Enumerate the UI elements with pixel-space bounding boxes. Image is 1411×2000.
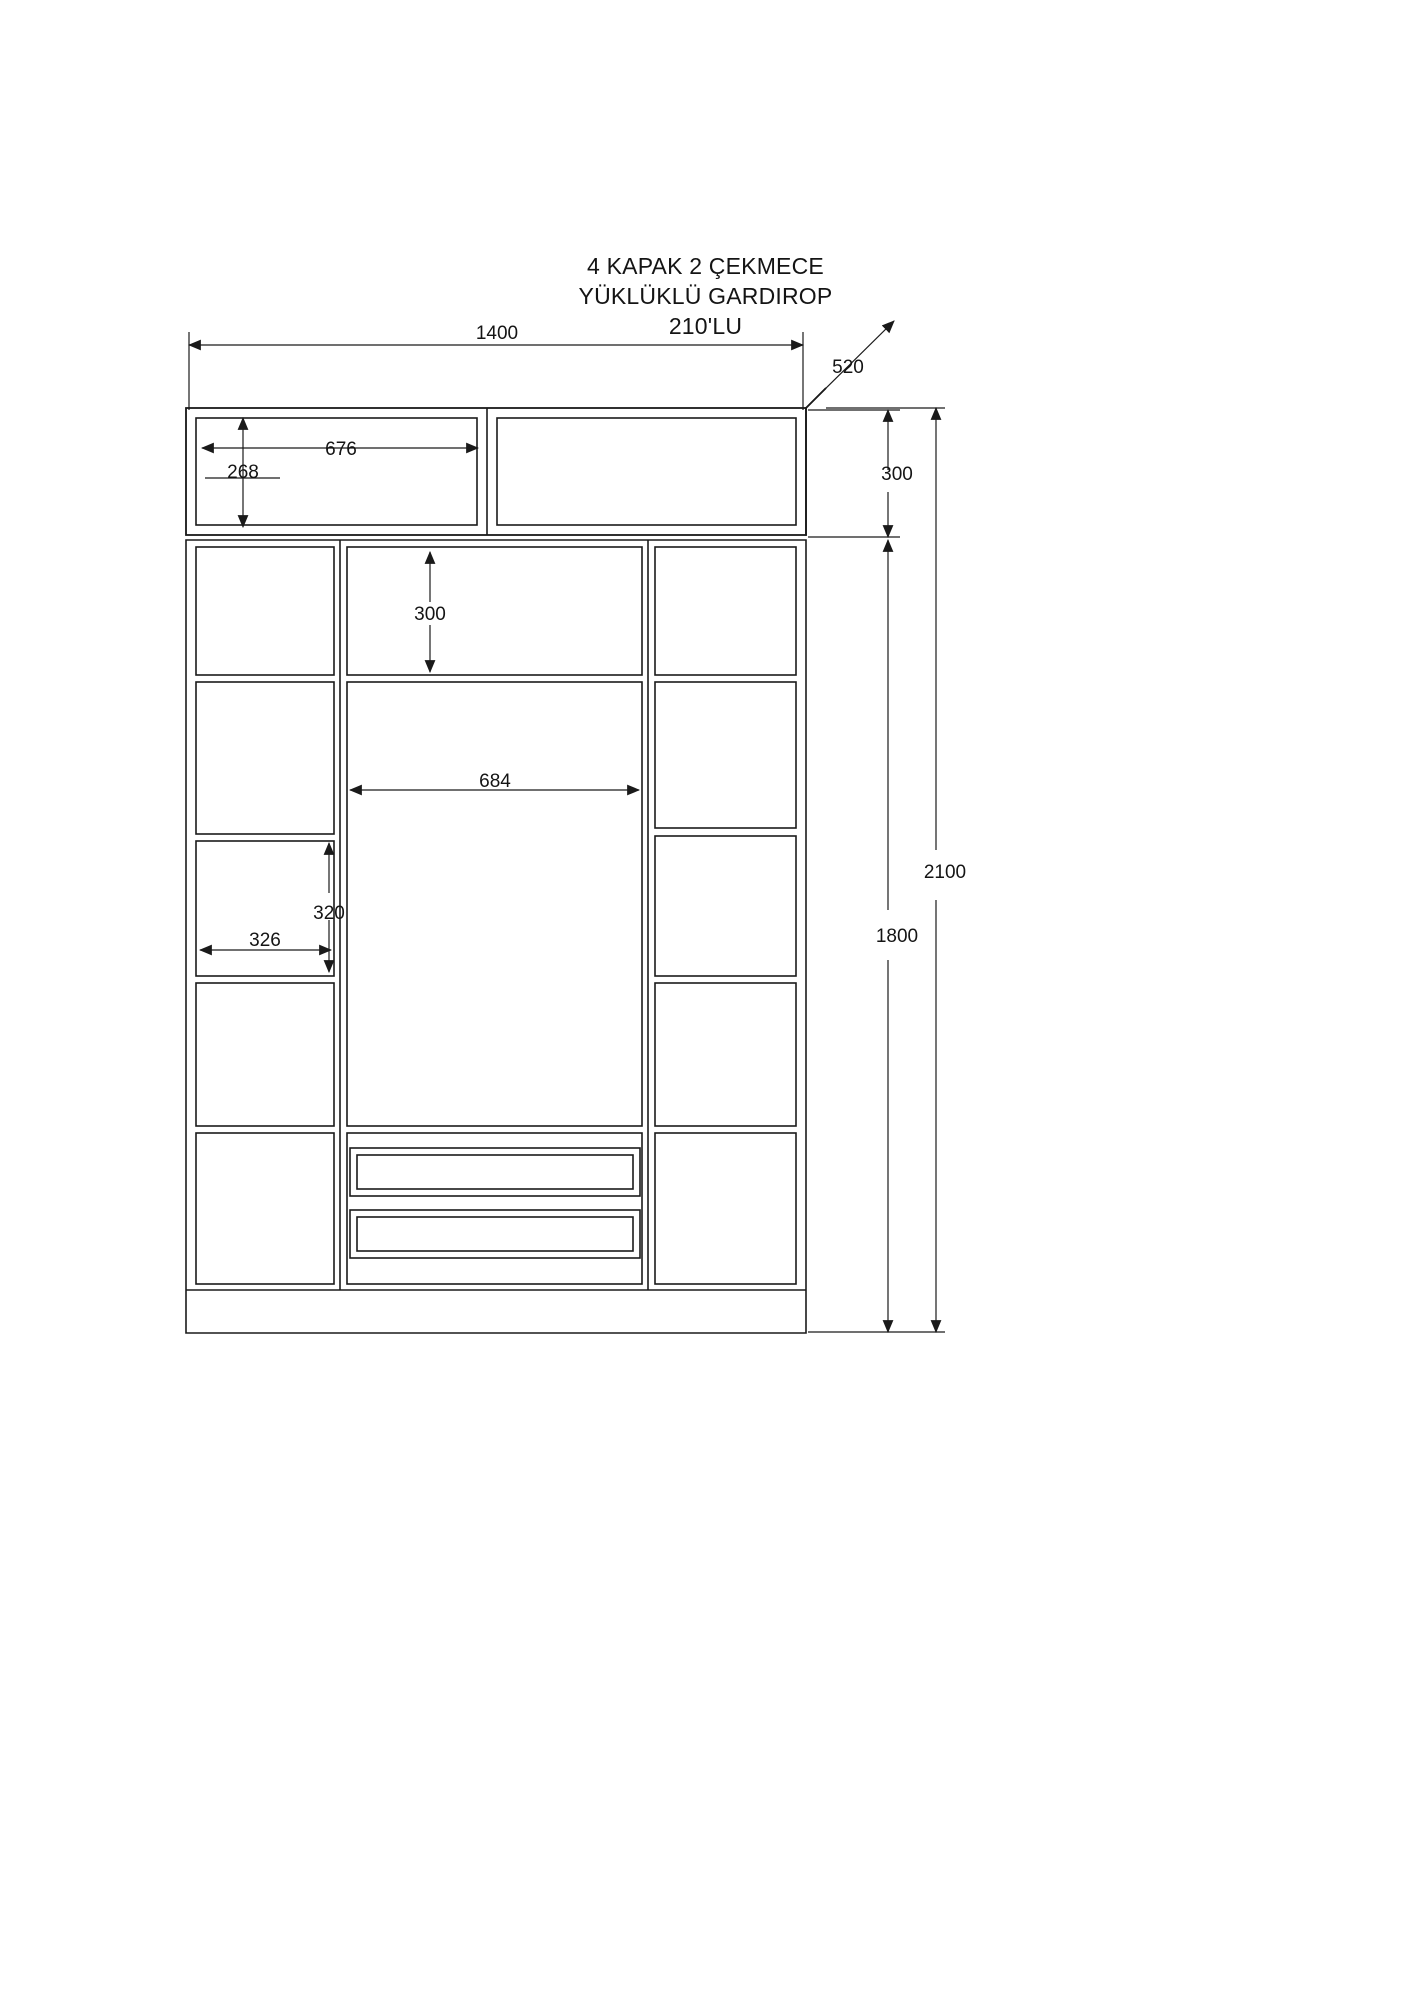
right-shelf-3 bbox=[655, 836, 796, 976]
left-shelf-5 bbox=[196, 1133, 334, 1284]
dim-label-326: 326 bbox=[249, 930, 281, 951]
dim-label-676: 676 bbox=[325, 439, 357, 460]
drawing-title bbox=[0, 252, 1411, 342]
drawer-lower-front bbox=[357, 1217, 633, 1251]
left-shelf-4 bbox=[196, 983, 334, 1126]
left-shelf-1 bbox=[196, 547, 334, 675]
right-shelf-1 bbox=[655, 547, 796, 675]
left-shelf-2 bbox=[196, 682, 334, 834]
center-hanging-section bbox=[347, 682, 642, 1126]
drawing-title-line-2: YÜKLÜKLÜ GARDIROP bbox=[578, 282, 833, 309]
drawer-upper-front bbox=[357, 1155, 633, 1189]
top-box-outer-left bbox=[186, 408, 806, 535]
dimension-lines bbox=[189, 321, 945, 1332]
wardrobe-body bbox=[186, 388, 826, 1333]
right-shelf-4 bbox=[655, 983, 796, 1126]
drawing-title-line-3: 210'LU bbox=[668, 312, 743, 339]
top-door-right bbox=[497, 418, 796, 525]
dim-label-300-top-box: 300 bbox=[881, 464, 913, 485]
dim-label-320: 320 bbox=[313, 903, 345, 924]
dim-label-300-center: 300 bbox=[414, 604, 446, 625]
center-top-shelf bbox=[347, 547, 642, 675]
dim-label-2100: 2100 bbox=[923, 862, 967, 883]
right-shelf-2 bbox=[655, 682, 796, 828]
dim-label-684: 684 bbox=[479, 771, 511, 792]
dim-label-1800: 1800 bbox=[875, 926, 919, 947]
dim-label-268: 268 bbox=[227, 462, 259, 483]
top-box-frame bbox=[186, 408, 806, 535]
dim-label-overall-width: 1400 bbox=[475, 323, 519, 344]
right-shelf-5 bbox=[655, 1133, 796, 1284]
dim-label-depth: 520 bbox=[832, 357, 864, 378]
drawing-title-line-1: 4 KAPAK 2 ÇEKMECE bbox=[587, 253, 824, 279]
